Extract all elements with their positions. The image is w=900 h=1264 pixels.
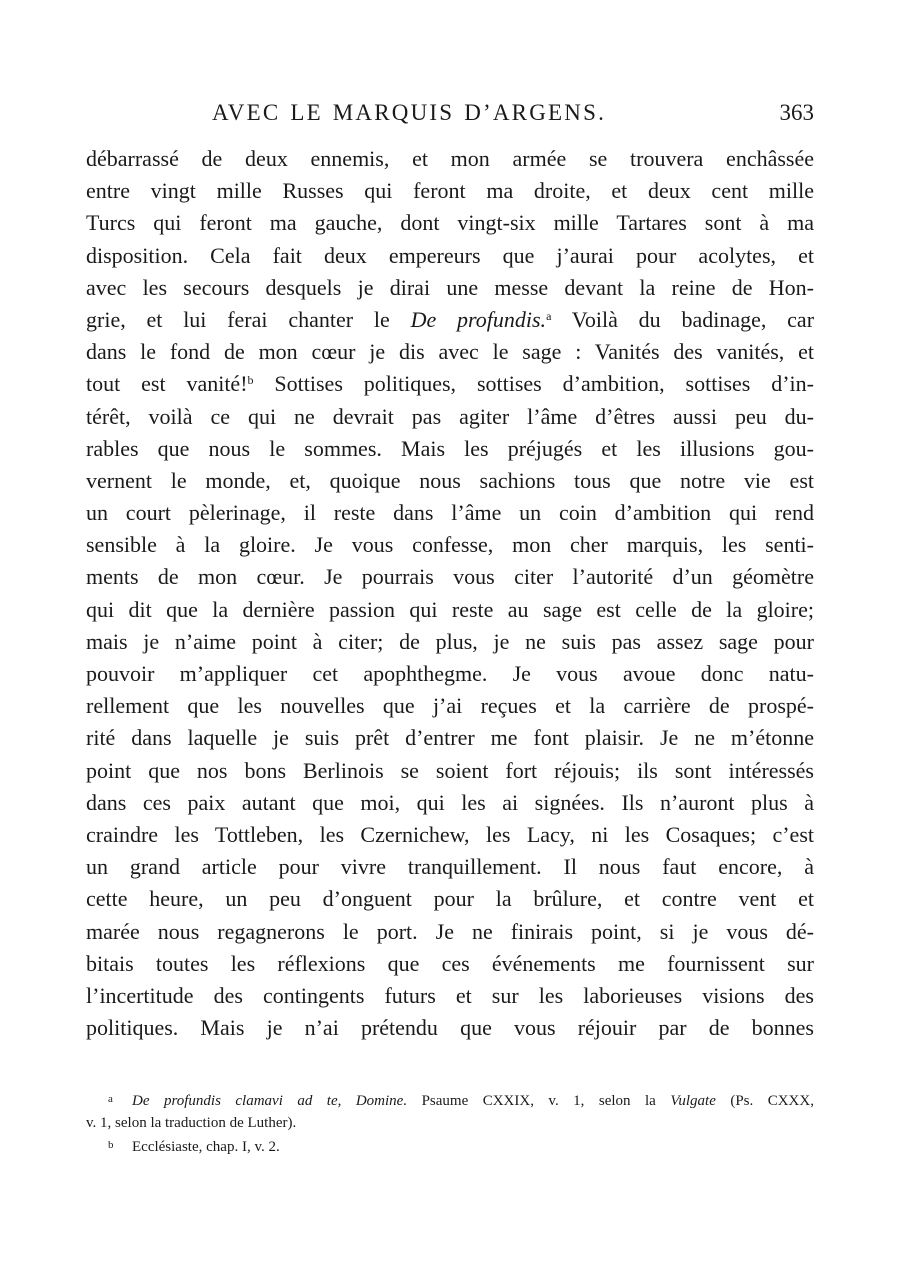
text-line: vernent le monde, et, quoique nous sachions tous que notre vie est bbox=[86, 467, 814, 493]
text-line: rité dans laquelle je suis prêt d’entrer me font plaisir. Je ne m’étonne bbox=[86, 725, 814, 751]
footnote-quote: De profundis clamavi ad te, Domine. bbox=[132, 1093, 408, 1109]
text-line: cette heure, un peu d’onguent pour la brûlure, et contre vent et bbox=[86, 886, 814, 912]
footnote-text: Psaume CXXIX, v. 1, selon la bbox=[407, 1093, 671, 1109]
text-line: politiques. Mais je n’ai prétendu que vous réjouir par de bonnes bbox=[86, 1015, 814, 1041]
text-line: qui dit que la dernière passion qui reste au sage est celle de la gloire; bbox=[86, 596, 814, 622]
text-line: entre vingt mille Russes qui feront ma droite, et deux cent mille bbox=[86, 178, 814, 204]
text-line: ments de mon cœur. Je pourrais vous citer l’autorité d’un géomètre bbox=[86, 564, 814, 590]
text-fragment: grie, et lui ferai chanter le bbox=[86, 306, 390, 332]
text-line: un court pèlerinage, il reste dans l’âme un coin d’ambition qui rend bbox=[86, 500, 814, 526]
page-number: 363 bbox=[779, 100, 814, 125]
text-line: rables que nous le sommes. Mais les préjugés et les illusions gou- bbox=[86, 435, 814, 461]
footnotes bbox=[86, 1088, 814, 1158]
text-line: sensible à la gloire. Je vous confesse, mon cher marquis, les senti- bbox=[86, 532, 814, 558]
text-line: dans ces paix autant que moi, qui les ai signées. Ils n’auront plus à bbox=[86, 789, 814, 815]
footnote-ref-b: b bbox=[247, 373, 254, 388]
text-fragment: tout est vanité! bbox=[86, 371, 248, 397]
footnote-text: Ecclésiaste, chap. I, v. 2. bbox=[132, 1139, 280, 1155]
footnote-a-continuation: v. 1, selon la traduction de Luther). bbox=[86, 1115, 297, 1131]
text-line: bitais toutes les réflexions que ces événements me fournissent sur bbox=[86, 950, 814, 976]
footnote-b bbox=[86, 1134, 814, 1158]
running-head: AVEC LE MARQUIS D’ARGENS. bbox=[211, 100, 607, 125]
footnote-text: (Ps. CXXX, bbox=[715, 1093, 814, 1109]
text-line: disposition. Cela fait deux empereurs que j’aurai pour acolytes, et bbox=[86, 242, 814, 268]
text-line: débarrassé de deux ennemis, et mon armée se trouvera enchâssée bbox=[86, 146, 814, 171]
text-line: marée nous regagnerons le port. Je ne finirais point, si je vous dé- bbox=[86, 918, 814, 944]
text-line: térêt, voilà ce qui ne devrait pas agiter l’âme d’êtres aussi peu du- bbox=[86, 403, 814, 429]
text-line: un grand article pour vivre tranquillement. Il nous faut encore, à bbox=[86, 854, 814, 880]
footnote-ref-a: a bbox=[546, 308, 552, 323]
text-line: pouvoir m’appliquer cet apophthegme. Je vous avoue donc natu- bbox=[86, 661, 814, 686]
footnote-marker-b: b bbox=[108, 1139, 114, 1151]
text-line: craindre les Tottleben, les Czernichew, les Lacy, ni les Cosaques; c’est bbox=[86, 821, 814, 847]
footnote-vulgate: Vulgate bbox=[670, 1093, 716, 1109]
text-line: mais je n’aime point à citer; de plus, je ne suis pas assez sage pour bbox=[86, 628, 814, 654]
text-line: dans le fond de mon cœur je dis avec le sage : Vanités des vanités, et bbox=[86, 339, 814, 365]
text-line: point que nos bons Berlinois se soient fort réjouis; ils sont intéressés bbox=[86, 757, 814, 783]
italic-quote: De profundis. bbox=[410, 306, 547, 332]
footnote-marker-a: a bbox=[108, 1093, 113, 1105]
text-line: rellement que les nouvelles que j’ai reçues et la carrière de prospé- bbox=[86, 693, 814, 719]
main-text bbox=[86, 143, 814, 1044]
text-line: avec les secours desquels je dirai une messe devant la reine de Hon- bbox=[86, 274, 814, 300]
footnote-a bbox=[86, 1088, 814, 1112]
text-line-with-footnote-a bbox=[86, 304, 814, 336]
text-fragment: Voilà du badinage, car bbox=[551, 306, 814, 332]
text-line-with-footnote-b bbox=[86, 368, 814, 400]
page-header bbox=[86, 100, 814, 134]
text-line: Turcs qui feront ma gauche, dont vingt-six mille Tartares sont à ma bbox=[86, 210, 814, 236]
text-fragment: Sottises politiques, sottises d’ambition, sottises d’in- bbox=[253, 371, 814, 397]
text-line: l’incertitude des contingents futurs et sur les laborieuses visions des bbox=[86, 982, 814, 1008]
